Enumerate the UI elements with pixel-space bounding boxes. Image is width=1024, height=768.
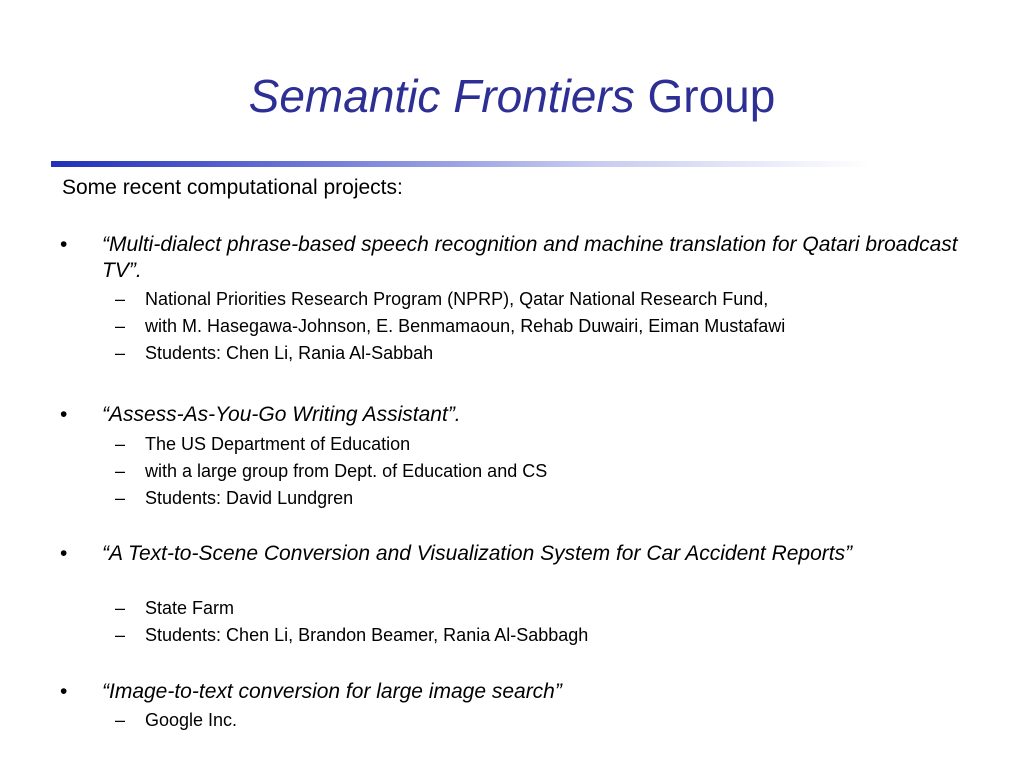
detail-text: The US Department of Education [145,434,411,454]
project-title: “Assess-As-You-Go Writing Assistant”. [102,403,461,426]
dash-icon: – [115,316,126,336]
bullet-icon: • [60,233,68,256]
detail-text: Students: Chen Li, Brandon Beamer, Rania Al-Sabbagh [145,625,589,645]
dash-icon: – [115,710,126,730]
detail-text: with a large group from Dept. of Education and CS [145,461,548,481]
project-details [0,707,1024,734]
dash-icon: – [115,343,126,363]
bullet-icon: • [60,680,68,703]
detail-item [0,707,1024,734]
project-details [0,595,1024,649]
bullet-icon: • [60,403,68,426]
intro-text: Some recent computational projects: [62,176,403,199]
dash-icon: – [115,625,126,645]
project-title: “Image-to-text conversion for large image search” [102,680,562,703]
dash-icon: – [115,289,126,309]
slide-title [0,68,1024,124]
bullet-icon: • [60,542,68,565]
detail-text: Students: Chen Li, Rania Al-Sabbah [145,343,434,363]
detail-text: State Farm [145,598,235,618]
dash-icon: – [115,434,126,454]
project-details [0,431,1024,512]
project-details [0,286,1024,367]
title-regular-part: Group [634,70,776,122]
detail-item [0,595,1024,622]
dash-icon: – [115,598,126,618]
detail-text: Students: David Lundgren [145,488,354,508]
detail-item [0,286,1024,313]
detail-item [0,431,1024,458]
project-title: “Multi-dialect phrase-based speech recognition and machine translation for Qatari broadcast TV”. [102,233,958,282]
dash-icon: – [115,461,126,481]
detail-item [0,313,1024,340]
dash-icon: – [115,488,126,508]
detail-item [0,485,1024,512]
detail-text: Google Inc. [145,710,238,730]
title-divider [51,161,871,167]
detail-item [0,340,1024,367]
detail-text: with M. Hasegawa-Johnson, E. Benmamaoun, Rehab Duwairi, Eiman Mustafawi [145,316,786,336]
detail-item [0,458,1024,485]
detail-text: National Priorities Research Program (NPRP), Qatar National Research Fund, [145,289,769,309]
project-title: “A Text-to-Scene Conversion and Visualization System for Car Accident Reports” [102,542,853,565]
title-italic-part: Semantic Frontiers [248,70,635,122]
detail-item [0,622,1024,649]
